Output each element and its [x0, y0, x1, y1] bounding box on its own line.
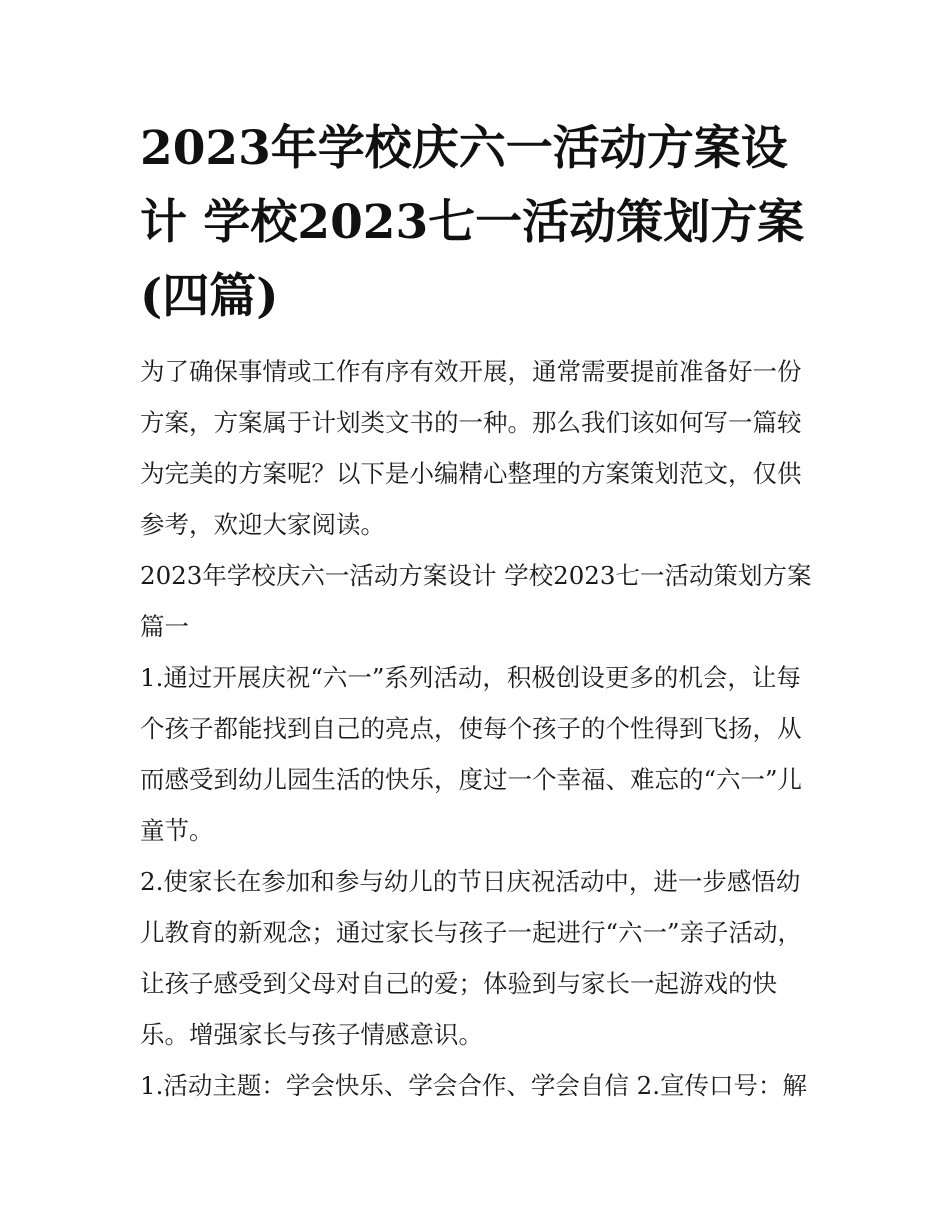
section-heading: 2023年学校庆六一活动方案设计 学校2023七一活动策划方案篇一	[140, 561, 812, 641]
intro-paragraph: 为了确保事情或工作有序有效开展，通常需要提前准备好一份方案，方案属于计划类文书的一种。那么我们该如何写一篇较为完美的方案呢？以下是小编精心整理的方案策划范文，仅供参考，欢迎大家阅读。	[140, 357, 802, 539]
goal-paragraph-1: 1.通过开展庆祝“六一”系列活动，积极创设更多的机会，让每个孩子都能找到自己的亮点，使每个孩子的个性得到飞扬，从而感受到幼儿园生活的快乐，度过一个幸福、难忘的“六一”儿童节。	[140, 663, 803, 845]
document-body	[140, 112, 815, 1111]
document-title: 2023年学校庆六一活动方案设计 学校2023七一活动策划方案(四篇)	[140, 121, 805, 324]
goal-paragraph-2: 2.使家长在参加和参与幼儿的节日庆祝活动中，进一步感悟幼儿教育的新观念；通过家长与孩子一起进行“六一”亲子活动，让孩子感受到父母对自己的爱；体验到与家长一起游戏的快乐。增强家长与孩子情感意识。	[140, 867, 803, 1049]
activity-theme-paragraph: 1.活动主题：学会快乐、学会合作、学会自信 2.宣传口号：解	[140, 1071, 808, 1100]
